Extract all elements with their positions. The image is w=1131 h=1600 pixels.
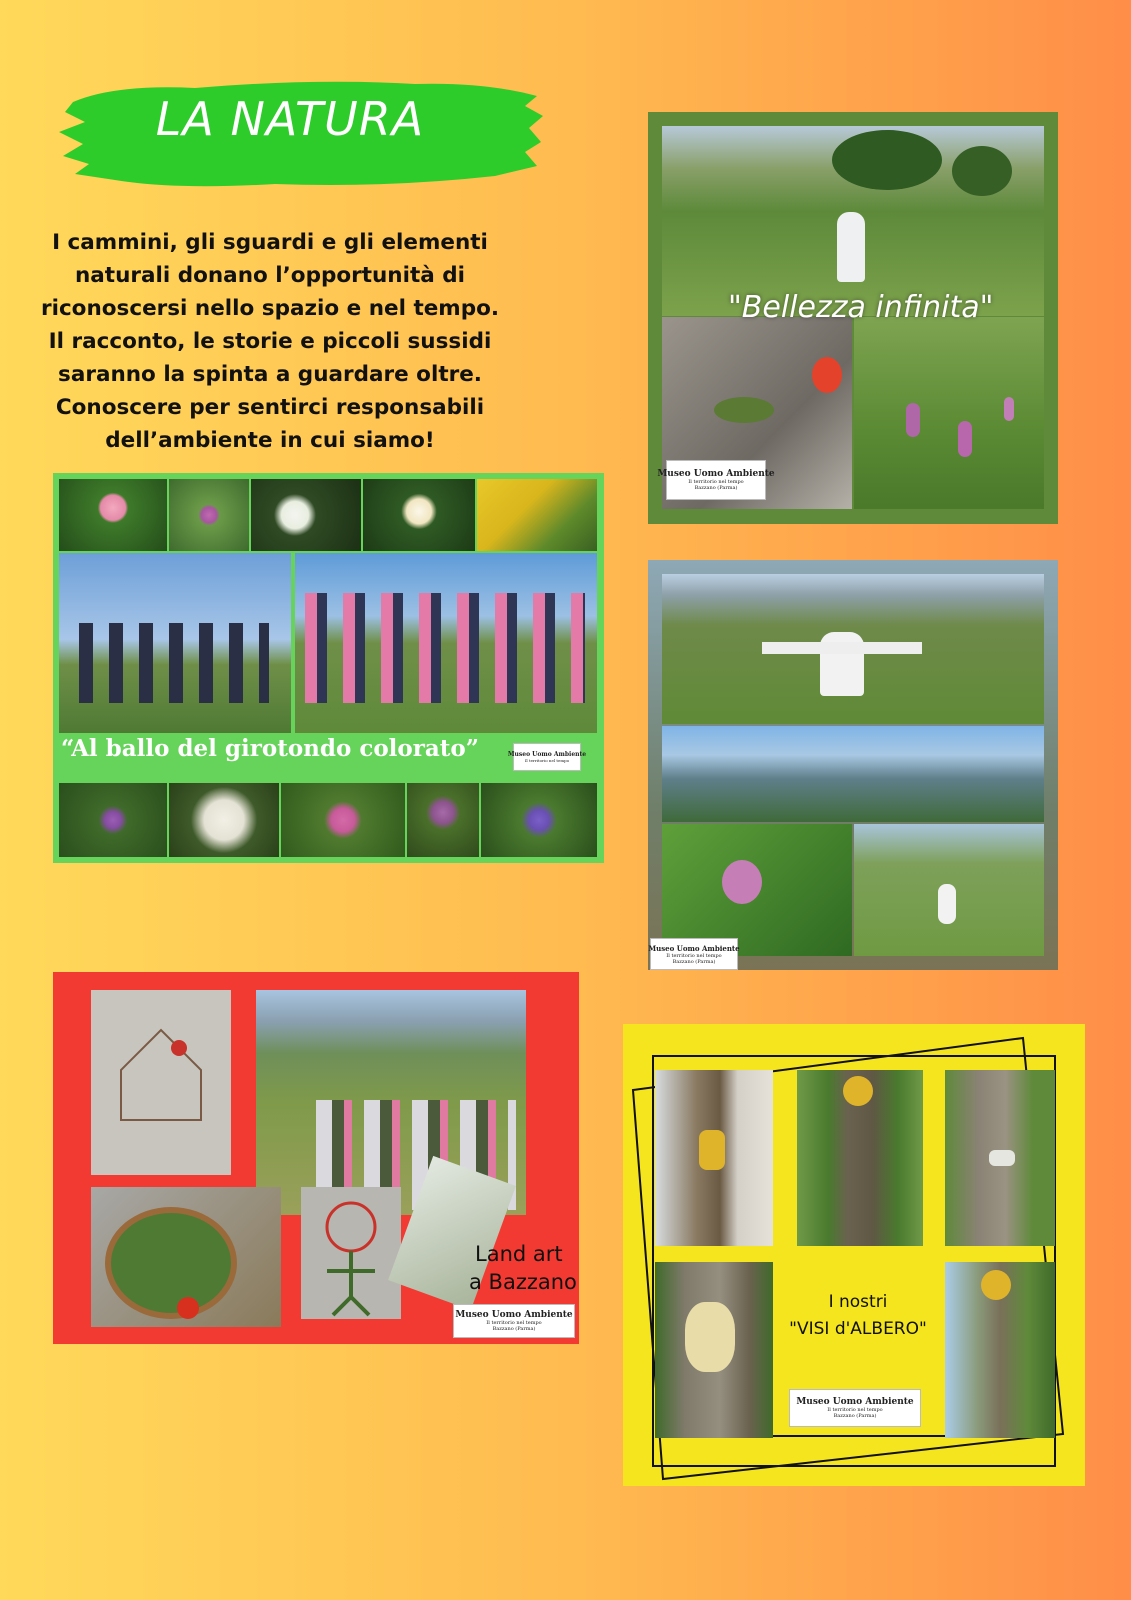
photo-children-walk [854,824,1044,956]
photo-tree-face-1 [655,1070,773,1246]
photo-tree-face-2 [797,1070,923,1246]
photo-basket-flowers [91,1187,281,1327]
collage-bellezza-infinita [648,112,1058,524]
museo-logo [657,460,775,500]
bellezza-caption: "Bellezza infinita" [728,290,994,325]
museo-logo-name: Museo Uomo Ambiente [648,943,740,953]
collage-visi-albero [623,1024,1085,1486]
museo-logo-line1: Il territorio nel tempo [524,757,570,763]
photo-mountain-view [662,726,1044,822]
museo-logo [453,1304,575,1338]
photo-flower-rose [59,479,167,551]
intro-line: Il racconto, le storie e piccoli sussidi [48,329,492,354]
collage-girotondo [53,473,604,863]
visi-caption-1: I nostri [828,1292,888,1312]
page-title: LA NATURA [155,92,425,146]
photo-land-art-face [301,1187,401,1319]
photo-tree-face-3 [945,1070,1055,1246]
photo-flower-clover [281,783,405,857]
collage-land-art [53,972,579,1344]
photo-orchids-field [854,317,1044,509]
land-art-caption-1: Land art [475,1242,563,1266]
museo-logo-line2: Bazzano (Parma) [694,485,738,491]
museo-logo-name: Museo Uomo Ambiente [455,1310,573,1320]
photo-girl-open-arms [662,574,1044,724]
photo-dance-circle-2 [295,553,597,733]
intro-paragraph [40,226,500,457]
photo-flower-thistle [169,479,249,551]
museo-logo-line2: Bazzano (Parma) [672,958,716,965]
museo-logo-line1: Il territorio nel tempo [666,952,722,959]
museo-logo-name: Museo Uomo Ambiente [796,1397,914,1407]
museo-logo-name: Museo Uomo Ambiente [507,750,587,758]
museo-logo-line1: Il territorio nel tempo [688,479,744,485]
museo-logo-line2: Bazzano (Parma) [492,1326,536,1332]
land-art-caption-2: a Bazzano [469,1270,577,1294]
photo-tree-face-5 [945,1262,1055,1438]
visi-caption-2: "VISI d'ALBERO" [789,1319,927,1339]
intro-line: dell’ambiente in cui siamo! [105,428,435,453]
intro-line: saranno la spinta a guardare oltre. [58,362,482,387]
museo-logo-line1: Il territorio nel tempo [827,1407,883,1413]
photo-land-art-house [91,990,231,1175]
girotondo-caption: “Al ballo del girotondo colorato” [61,735,479,762]
museo-logo [789,1389,921,1427]
photo-flower-cornflower [481,783,597,857]
collage-panorama [648,560,1058,970]
museo-logo [507,743,587,771]
photo-dance-circle-1 [59,553,291,733]
intro-line: naturali donano l’opportunità di [74,263,466,288]
intro-line: Conoscere per sentirci responsabili [55,395,485,420]
photo-flower-orchid [407,783,479,857]
museo-logo-line1: Il territorio nel tempo [486,1320,542,1326]
intro-line: I cammini, gli sguardi e gli elementi [52,230,488,255]
photo-flower-hawthorn [169,783,279,857]
photo-flower-broom [477,479,597,551]
museo-logo [650,938,738,970]
photo-meadow-walk [662,126,1044,316]
photo-flower-white [251,479,361,551]
photo-tree-face-4 [655,1262,773,1438]
intro-line: riconoscersi nello spazio e nel tempo. [40,296,500,321]
museo-logo-name: Museo Uomo Ambiente [657,469,775,479]
photo-flower-purple-vetch [59,783,167,857]
photo-flower-honeysuckle [363,479,475,551]
museo-logo-line2: Bazzano (Parma) [833,1413,877,1419]
photo-orchid-closeup [662,824,852,956]
